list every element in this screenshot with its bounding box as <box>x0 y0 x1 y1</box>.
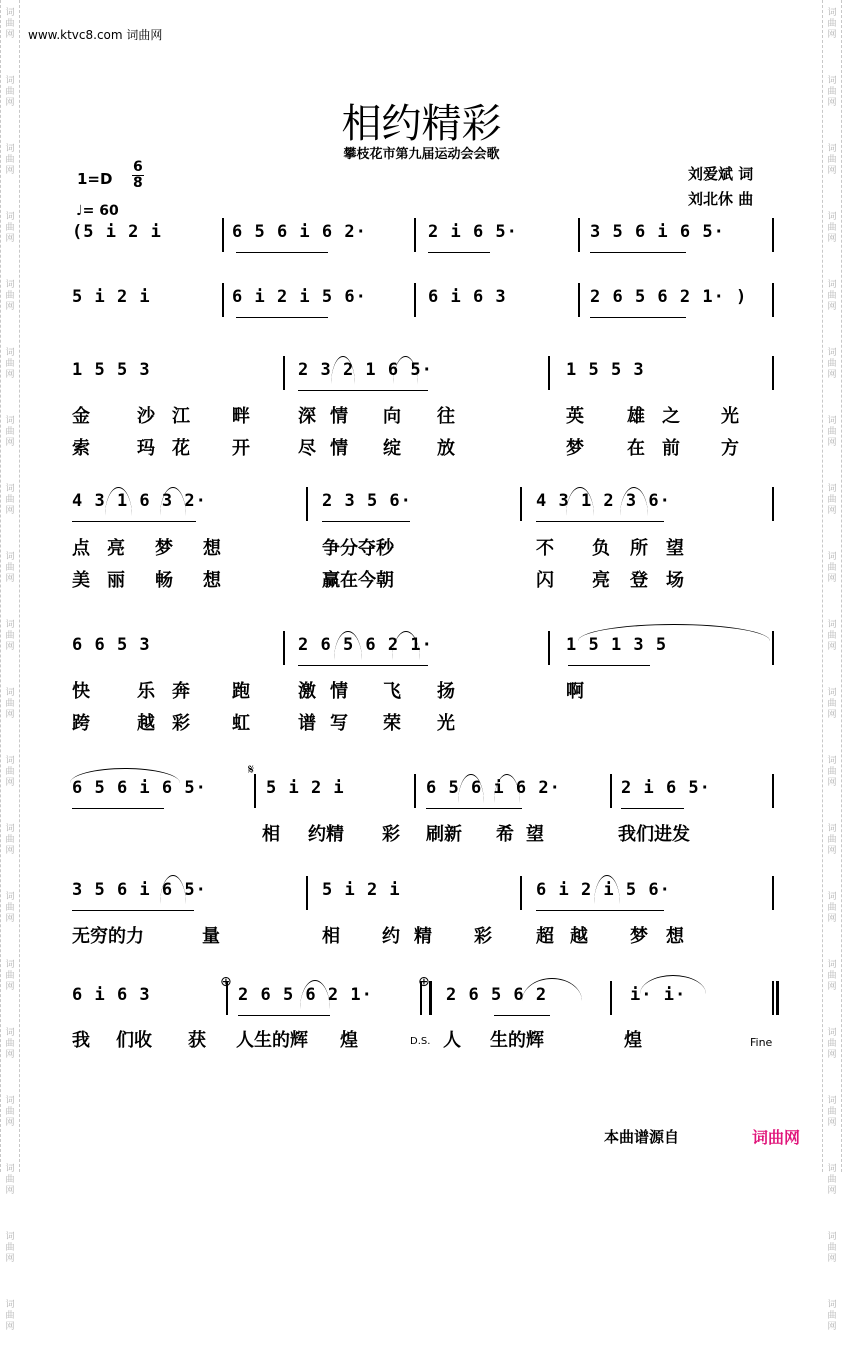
lyric-verse2: 丽 <box>107 570 125 591</box>
measure-notes: 1 5 1 3 5 <box>566 635 668 655</box>
measure-notes: 6 i 2 i 5 6· <box>536 880 671 900</box>
fine-marking: Fine <box>750 1036 773 1049</box>
lyric-verse2: 光 <box>437 713 455 734</box>
rhythm-underline <box>426 808 522 809</box>
barline <box>414 218 416 252</box>
lyric-verse2: 亮 <box>592 570 610 591</box>
barline <box>548 356 550 390</box>
lyric-verse1: 雄 <box>627 406 645 427</box>
footer-brand-link[interactable]: 词曲网 <box>752 1128 801 1147</box>
coda-sign: ⊕ <box>220 974 232 990</box>
lyric-verse2: 花 <box>172 438 190 459</box>
lyric-verse1: 快 <box>72 681 90 702</box>
barline <box>283 631 285 665</box>
measure-notes: 6 i 6 3 <box>72 985 151 1005</box>
footer-source-label: 本曲谱源自 <box>604 1128 680 1146</box>
measure-notes: 2 i 6 5· <box>428 222 518 242</box>
rhythm-underline <box>72 910 194 911</box>
lyric-verse2: 畅 <box>155 570 173 591</box>
lyric-verse2: 绽 <box>383 438 401 459</box>
lyric-verse2: 开 <box>232 438 250 459</box>
lyric-verse2: 虹 <box>232 713 250 734</box>
lyric-verse1: 金 <box>72 406 90 427</box>
slur-arc <box>640 975 706 994</box>
lyric-verse1: 希 <box>496 824 514 845</box>
lyric-verse1: 我们进发 <box>618 824 690 845</box>
measure-notes: 1 5 5 3 <box>72 360 151 380</box>
lyric-verse2: 玛 <box>137 438 155 459</box>
measure-notes: i· i· <box>630 985 687 1005</box>
left-border-watermark: 词 曲 网 词 曲 网 词 曲 网 词 曲 网 词 曲 网 词 曲 网 词 曲 网 词 曲 网 词 曲 网 词 曲 网 词 曲 网 词 曲 网 词 曲 网 词 曲 网 词 曲 网 词 曲 网 词 曲 网 词 曲 网 词 曲 网 词 曲 网 <box>0 0 20 1172</box>
barline <box>610 774 612 808</box>
right-border-watermark: 词 曲 网 词 曲 网 词 曲 网 词 曲 网 词 曲 网 词 曲 网 词 曲 网 词 曲 网 词 曲 网 词 曲 网 词 曲 网 词 曲 网 词 曲 网 词 曲 网 词 曲 网 词 曲 网 词 曲 网 词 曲 网 词 曲 网 词 曲 网 <box>822 0 842 1172</box>
rhythm-underline <box>536 910 664 911</box>
lyric-verse1: 刷新 <box>426 824 462 845</box>
measure-notes: 6 i 2 i 5 6· <box>232 287 367 307</box>
lyricist-credit: 刘爱斌 词 <box>688 165 754 183</box>
lyric-verse2: 想 <box>203 570 221 591</box>
barline <box>772 981 774 1015</box>
meter-top: 6 <box>133 159 143 175</box>
lyric-verse2: 跨 <box>72 713 90 734</box>
measure-notes: 3 5 6 i 6 5· <box>72 880 207 900</box>
slur-arc <box>70 768 180 783</box>
measure-notes: 6 5 6 i 6 2· <box>426 778 561 798</box>
barline <box>578 283 580 317</box>
lyric-verse1: 深 <box>298 406 316 427</box>
rhythm-underline <box>322 521 410 522</box>
slur-arc <box>578 624 770 641</box>
measure-notes: 2 3 5 6· <box>322 491 412 511</box>
barline <box>283 356 285 390</box>
measure-notes: 6 i 6 3 <box>428 287 507 307</box>
barline <box>772 218 774 252</box>
meter-bottom: 8 <box>133 175 143 191</box>
lyric-verse1: 彩 <box>382 824 400 845</box>
measure-notes: 6 5 6 i 6 5· <box>72 778 207 798</box>
time-signature <box>132 160 144 191</box>
lyric-verse2: 美 <box>72 570 90 591</box>
rhythm-underline <box>536 521 664 522</box>
lyric-verse1: 亮 <box>107 538 125 559</box>
lyric-verse2: 荣 <box>383 713 401 734</box>
lyric-verse1: 沙 <box>137 406 155 427</box>
site-url[interactable]: www.ktvc8.com 词曲网 <box>28 28 163 42</box>
barline <box>414 283 416 317</box>
rhythm-underline <box>590 252 686 253</box>
lyric-verse1: 往 <box>437 406 455 427</box>
segno-sign: 𝄋 <box>248 762 255 778</box>
song-subtitle: 攀枝花市第九届运动会会歌 <box>343 147 500 162</box>
lyric-verse1: 越 <box>570 926 588 947</box>
song-title: 相约精彩 <box>341 101 502 147</box>
measure-notes: 2 6 5 6 2 1· ) <box>590 287 748 307</box>
lyric-verse2: 方 <box>721 438 739 459</box>
rhythm-underline <box>238 1015 330 1016</box>
rhythm-underline <box>494 1015 550 1016</box>
lyric-verse2: 前 <box>662 438 680 459</box>
rhythm-underline <box>72 521 196 522</box>
rhythm-underline <box>298 390 428 391</box>
lyric-verse1: 我 <box>72 1030 90 1051</box>
lyric-verse1: 畔 <box>232 406 250 427</box>
rhythm-underline <box>236 252 328 253</box>
lyric-verse2: 尽 <box>298 438 316 459</box>
lyric-verse2: 写 <box>330 713 348 734</box>
lyric-verse1: 无穷的力 <box>72 926 144 947</box>
lyric-verse1: 之 <box>662 406 680 427</box>
measure-notes: 1 5 5 3 <box>566 360 645 380</box>
lyric-verse1: 想 <box>203 538 221 559</box>
lyric-verse2: 谱 <box>298 713 316 734</box>
barline <box>548 631 550 665</box>
lyric-verse2: 情 <box>330 438 348 459</box>
tempo-marking: ♩= 60 <box>76 203 119 219</box>
measure-notes: 6 6 5 3 <box>72 635 151 655</box>
lyric-verse1: 精 <box>414 926 432 947</box>
measure-notes: 2 6 5 6 2 <box>446 985 548 1005</box>
barline <box>254 774 256 808</box>
barline <box>222 218 224 252</box>
measure-notes: (5 i 2 i <box>72 222 162 242</box>
slur-arc <box>522 978 582 1001</box>
coda-sign: ⊕ <box>418 974 430 990</box>
barline <box>610 981 612 1015</box>
rhythm-underline <box>72 808 164 809</box>
lyric-verse2: 梦 <box>566 438 584 459</box>
barline <box>306 487 308 521</box>
lyric-verse1: 望 <box>666 538 684 559</box>
lyric-verse2: 登 <box>630 570 648 591</box>
lyric-verse1: 奔 <box>172 681 190 702</box>
barline <box>772 774 774 808</box>
lyric-verse1: 约精 <box>308 824 344 845</box>
rhythm-underline <box>236 317 328 318</box>
lyric-verse1: 激 <box>298 681 316 702</box>
measure-notes: 4 3 1 6 3 2· <box>72 491 207 511</box>
barline <box>306 876 308 910</box>
lyric-verse1: 向 <box>383 406 401 427</box>
lyric-verse1: 不 <box>536 538 554 559</box>
barline <box>772 487 774 521</box>
lyric-verse1: 梦 <box>630 926 648 947</box>
lyric-verse1: 煌 <box>340 1030 358 1051</box>
measure-notes: 5 i 2 i <box>266 778 345 798</box>
lyric-verse1: 所 <box>630 538 648 559</box>
rhythm-underline <box>428 252 490 253</box>
rhythm-underline <box>621 808 684 809</box>
lyric-verse1: 相 <box>262 824 280 845</box>
measure-notes: 2 3 2 1 6 5· <box>298 360 433 380</box>
barline <box>414 774 416 808</box>
measure-notes: 2 6 5 6 2 1· <box>298 635 433 655</box>
lyric-verse2: 放 <box>437 438 455 459</box>
lyric-verse2: 在 <box>627 438 645 459</box>
measure-notes: 2 i 6 5· <box>621 778 711 798</box>
lyric-verse2: 索 <box>72 438 90 459</box>
barline <box>772 631 774 665</box>
rhythm-underline <box>298 665 428 666</box>
lyric-verse1: 煌 <box>624 1030 642 1051</box>
barline <box>772 876 774 910</box>
lyric-verse1: 争分夺秒 <box>322 538 394 559</box>
lyric-verse1: 情 <box>330 681 348 702</box>
lyric-verse1: 量 <box>202 926 220 947</box>
rhythm-underline <box>590 317 686 318</box>
barline <box>578 218 580 252</box>
lyric-verse1: 跑 <box>232 681 250 702</box>
double-barline <box>776 981 779 1015</box>
barline <box>520 876 522 910</box>
lyric-verse2: 彩 <box>172 713 190 734</box>
barline <box>772 356 774 390</box>
lyric-verse2: 闪 <box>536 570 554 591</box>
rhythm-underline <box>568 665 650 666</box>
lyric-verse1: 英 <box>566 406 584 427</box>
measure-notes: 2 6 5 6 2 1· <box>238 985 373 1005</box>
lyric-verse1: 生的辉 <box>490 1030 544 1051</box>
lyric-verse1: 情 <box>330 406 348 427</box>
lyric-verse1: 人 <box>443 1030 461 1051</box>
barline <box>222 283 224 317</box>
lyric-verse1: 点 <box>72 538 90 559</box>
lyric-verse2: 越 <box>137 713 155 734</box>
lyric-verse2: 赢在今朝 <box>322 570 394 591</box>
lyric-verse1: 们收 <box>116 1030 152 1051</box>
lyric-verse1: 想 <box>666 926 684 947</box>
lyric-verse1: 人生的辉 <box>236 1030 308 1051</box>
lyric-verse1: 超 <box>536 926 554 947</box>
lyric-verse1: 飞 <box>383 681 401 702</box>
measure-notes: 4 3 1 2 3 6· <box>536 491 671 511</box>
lyric-verse1: 彩 <box>474 926 492 947</box>
measure-notes: 5 i 2 i <box>72 287 151 307</box>
lyric-verse1: 负 <box>592 538 610 559</box>
lyric-verse1: 乐 <box>137 681 155 702</box>
lyric-verse2: 场 <box>666 570 684 591</box>
measure-notes: 5 i 2 i <box>322 880 401 900</box>
lyric-verse1: 江 <box>172 406 190 427</box>
measure-notes: 6 5 6 i 6 2· <box>232 222 367 242</box>
lyric-verse1: 光 <box>721 406 739 427</box>
lyric-verse1: 获 <box>188 1030 206 1051</box>
lyric-verse1: 相 <box>322 926 340 947</box>
lyric-verse1: 望 <box>526 824 544 845</box>
barline <box>772 283 774 317</box>
lyric-verse1: 啊 <box>566 681 584 702</box>
lyric-verse1: 扬 <box>437 681 455 702</box>
composer-credit: 刘北休 曲 <box>688 190 754 208</box>
ds-marking: D.S. <box>410 1036 431 1047</box>
lyric-verse1: 约 <box>382 926 400 947</box>
barline <box>520 487 522 521</box>
lyric-verse1: 梦 <box>155 538 173 559</box>
measure-notes: 3 5 6 i 6 5· <box>590 222 725 242</box>
key-signature: 1=D <box>77 170 113 188</box>
